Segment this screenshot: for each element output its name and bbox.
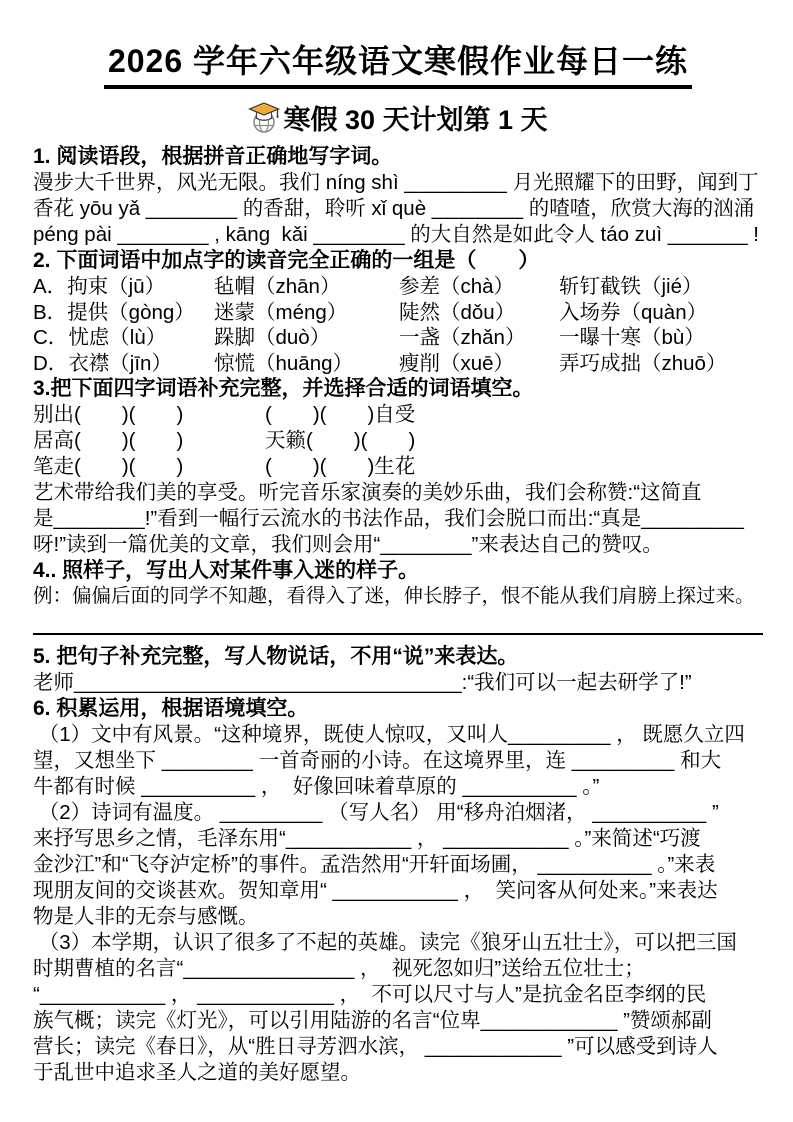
option-item: 一盏（zhǎn） — [399, 326, 526, 349]
q3-passage-line: 是________!”看到一幅行云流水的书法作品，我们会脱口而出:“真是_________ — [33, 507, 744, 530]
option-item: 斩钉截铁（jié） — [559, 275, 703, 298]
q1-passage-line: péng pài ________ , kāng kǎi ________ 的大自然是如此令人 táo zuì _______ ! — [33, 223, 759, 246]
q6-part1-line: （1）文中有风景。“这种境界，既使人惊叹，又叫人_________ ， 既愿久立四 — [33, 723, 745, 746]
q3-heading: 3.把下面四字词语补充完整，并选择合适的词语填空。 — [33, 377, 534, 400]
q6-part2-line: 现朋友间的交谈甚欢。贺知章用“ ___________ ， 笑问客从何处来。”来表达 — [33, 879, 718, 902]
q1-heading: 1. 阅读语段，根据拼音正确地写字词。 — [33, 145, 393, 168]
option-cell — [33, 325, 214, 351]
page-subtitle — [33, 98, 763, 137]
q6-part2-line: （2）诗词有温度。 _________ （写人名） 用“移舟泊烟渚， __________ ” — [33, 801, 719, 824]
q2-heading: 2. 下面词语中加点字的读音完全正确的一组是（ ） — [33, 249, 540, 272]
word-blank: 居高( )( ) — [33, 429, 184, 452]
q6-part1-line: 望，又想坐下 ________ 一首奇丽的小诗。在这境界里，连 _________ 和大 — [33, 749, 722, 772]
q5-heading: 5. 把句子补充完整，写人物说话，不用“说”来表达。 — [33, 645, 519, 668]
option-cell — [33, 300, 214, 326]
option-label: C． — [33, 326, 69, 349]
q3-passage-line: 艺术带给我们美的享受。听完音乐家演奏的美妙乐曲，我们会称赞:“这简直 — [33, 481, 702, 504]
q6-part3-line: “___________ ， ____________ ， 不可以尺寸与人”是抗金名臣李纲的民 — [33, 983, 707, 1006]
option-item: 一曝十寒（bù） — [559, 326, 705, 349]
option-item: 陡然（dǒu） — [399, 300, 516, 324]
page-title: 2026 学年六年级语文寒假作业每日一练 — [104, 36, 692, 89]
q6-part2-line: 金沙江”和“飞夺泸定桥”的事件。孟浩然用“开轩面场圃， __________ 。”来表 — [33, 853, 716, 876]
option-item: 入场券（quàn） — [559, 300, 708, 324]
word-blank: 笔走( )( ) — [33, 455, 184, 478]
q2-option-a — [33, 274, 763, 300]
q3-word-row — [33, 428, 633, 454]
q4-heading: 4.. 照样子，写出人对某件事入迷的样子。 — [33, 559, 420, 582]
q6-part3-line: 营长；读完《春日》，从“胜日寻芳泗水滨， ____________ ”可以感受到诗人 — [33, 1035, 718, 1058]
option-item: 惊慌（huāng） — [214, 351, 354, 375]
word-blank: 别出( )( ) — [33, 403, 184, 426]
option-item: 提供（gòng） — [67, 300, 195, 324]
option-item: 迷蒙（méng） — [214, 300, 348, 324]
option-label: B． — [33, 300, 68, 324]
q6-part2-line: 物是人非的无奈与感慨。 — [33, 905, 259, 928]
q3-word-row — [33, 402, 633, 428]
q1-passage-line: 漫步大千世界，风光无限。我们 níng shì _________ 月光照耀下的田野，闻到丁 — [33, 171, 759, 194]
option-label: A． — [33, 275, 68, 298]
word-blank: 天籁( )( ) — [265, 429, 416, 452]
q3-word-row — [33, 454, 633, 480]
option-cell — [33, 351, 214, 377]
option-item: 毡帽（zhān） — [214, 275, 341, 298]
q6-part3-line: 于乱世中追求圣人之道的美好愿望。 — [33, 1061, 361, 1084]
option-item: 拘束（jū） — [67, 275, 166, 298]
option-item: 衣襟（jīn） — [68, 351, 172, 375]
option-item: 参差（chà） — [399, 275, 515, 298]
title-wrap — [33, 36, 763, 89]
option-item: 弄巧成拙（zhuō） — [559, 351, 727, 375]
word-blank: ( )( )生花 — [265, 455, 416, 478]
q2-option-b — [33, 300, 763, 326]
graduation-cap-globe-icon — [248, 101, 281, 134]
q5-line: 老师__________________________________:“我们可以一起去研学了!” — [33, 671, 692, 694]
q1-passage-line: 香花 yōu yǎ ________ 的香甜，聆听 xǐ què ________ 的喳喳，欣赏大海的汹涌 — [33, 197, 755, 220]
option-item: 跺脚（duò） — [214, 326, 331, 349]
q6-part2-line: 来抒写思乡之情，毛泽东用“___________ ， ___________ 。”来简述“巧渡 — [33, 827, 701, 850]
answer-blank-line — [33, 609, 763, 635]
word-blank: ( )( )自受 — [265, 403, 416, 426]
q6-part1-line: 牛都有时候 __________ ， 好像回味着草原的 __________ 。” — [33, 775, 600, 798]
q6-part3-line: （3）本学期，认识了很多了不起的英雄。读完《狼牙山五壮士》，可以把三国 — [33, 931, 737, 954]
option-item: 瘦削（xuē） — [399, 351, 515, 375]
option-cell — [33, 274, 214, 300]
q3-passage-line: 呀!”读到一篇优美的文章，我们则会用“________”来表达自己的赞叹。 — [33, 533, 663, 556]
q6-part3-line: 时期曹植的名言“_______________ ， 视死忽如归”送给五位壮士； — [33, 957, 645, 980]
q6-part3-line: 族气概；读完《灯光》，可以引用陆游的名言“位卑____________ ”赞颂郝副 — [33, 1009, 712, 1032]
q2-option-c — [33, 325, 763, 351]
q4-example-line: 例：偏偏后面的同学不知趣，看得入了迷，伸长脖子，恨不能从我们肩膀上探过来。 — [33, 586, 755, 607]
subtitle-text: 寒假 30 天计划第 1 天 — [283, 105, 548, 135]
option-item: 忧虑（lù） — [68, 326, 167, 349]
option-label: D． — [33, 351, 69, 375]
q2-option-d — [33, 351, 763, 377]
q6-heading: 6. 积累运用，根据语境填空。 — [33, 697, 309, 720]
